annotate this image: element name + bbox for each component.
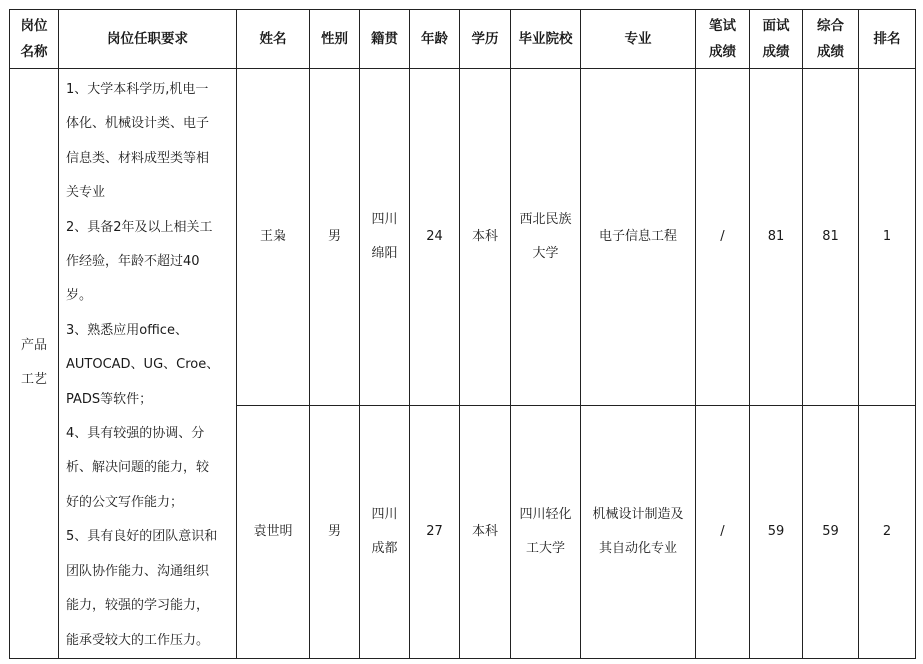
requirement-line: 3、熟悉应用office、 <box>66 322 188 338</box>
cell-written-score: / <box>696 69 750 406</box>
cell-gender: 男 <box>310 405 360 658</box>
cell-written-score: / <box>696 405 750 658</box>
cell-major: 机械设计制造及 其自动化专业 <box>581 405 696 658</box>
cell-rank: 1 <box>859 69 916 406</box>
cell-name: 袁世明 <box>237 405 310 658</box>
cell-origin: 四川 绵阳 <box>360 69 410 406</box>
cell-education: 本科 <box>460 405 511 658</box>
candidate-results-table <box>9 9 916 659</box>
requirement-line: 团队协作能力、沟通组织 <box>66 563 210 579</box>
header-total-score: 综合 成绩 <box>803 10 859 69</box>
cell-interview-score: 59 <box>750 405 803 658</box>
position-name-cell: 产品 工艺 <box>10 69 59 659</box>
header-row <box>10 10 916 69</box>
table-row <box>10 69 916 406</box>
requirement-line: 岁。 <box>66 288 93 304</box>
header-gender: 性别 <box>310 10 360 69</box>
header-written-score: 笔试 成绩 <box>696 10 750 69</box>
header-name: 姓名 <box>237 10 310 69</box>
requirement-line: 信息类、材料成型类等相 <box>66 150 210 166</box>
requirement-line: 4、具有较强的协调、分 <box>66 426 205 442</box>
header-position: 岗位 名称 <box>10 10 59 69</box>
header-rank: 排名 <box>859 10 916 69</box>
requirement-line: 2、具备2年及以上相关工 <box>66 219 213 235</box>
requirement-line: 好的公文写作能力； <box>66 494 184 510</box>
header-origin: 籍贯 <box>360 10 410 69</box>
cell-education: 本科 <box>460 69 511 406</box>
header-interview-score: 面试 成绩 <box>750 10 803 69</box>
requirement-line: PADS等软件； <box>66 391 153 407</box>
requirements-cell <box>59 69 237 659</box>
requirement-line: 能力，较强的学习能力， <box>66 598 210 614</box>
requirement-line: 作经验，年龄不超过40 <box>66 254 200 270</box>
cell-age: 24 <box>410 69 460 406</box>
cell-age: 27 <box>410 405 460 658</box>
header-requirements: 岗位任职要求 <box>59 10 237 69</box>
header-school: 毕业院校 <box>511 10 581 69</box>
cell-gender: 男 <box>310 69 360 406</box>
header-age: 年龄 <box>410 10 460 69</box>
cell-total-score: 59 <box>803 405 859 658</box>
cell-interview-score: 81 <box>750 69 803 406</box>
cell-major: 电子信息工程 <box>581 69 696 406</box>
requirement-line: 5、具有良好的团队意识和 <box>66 529 218 545</box>
requirement-line: 析、解决问题的能力，较 <box>66 460 210 476</box>
cell-name: 王枭 <box>237 69 310 406</box>
header-major: 专业 <box>581 10 696 69</box>
cell-origin: 四川 成都 <box>360 405 410 658</box>
cell-school: 西北民族 大学 <box>511 69 581 406</box>
requirement-line: AUTOCAD、UG、Croe、 <box>66 357 220 373</box>
requirement-line: 关专业 <box>66 185 106 201</box>
cell-rank: 2 <box>859 405 916 658</box>
cell-total-score: 81 <box>803 69 859 406</box>
requirement-line: 体化、机械设计类、电子 <box>66 116 210 132</box>
requirement-line: 1、大学本科学历,机电一 <box>66 82 209 97</box>
header-education: 学历 <box>460 10 511 69</box>
requirement-line: 能承受较大的工作压力。 <box>66 632 210 648</box>
cell-school: 四川轻化 工大学 <box>511 405 581 658</box>
